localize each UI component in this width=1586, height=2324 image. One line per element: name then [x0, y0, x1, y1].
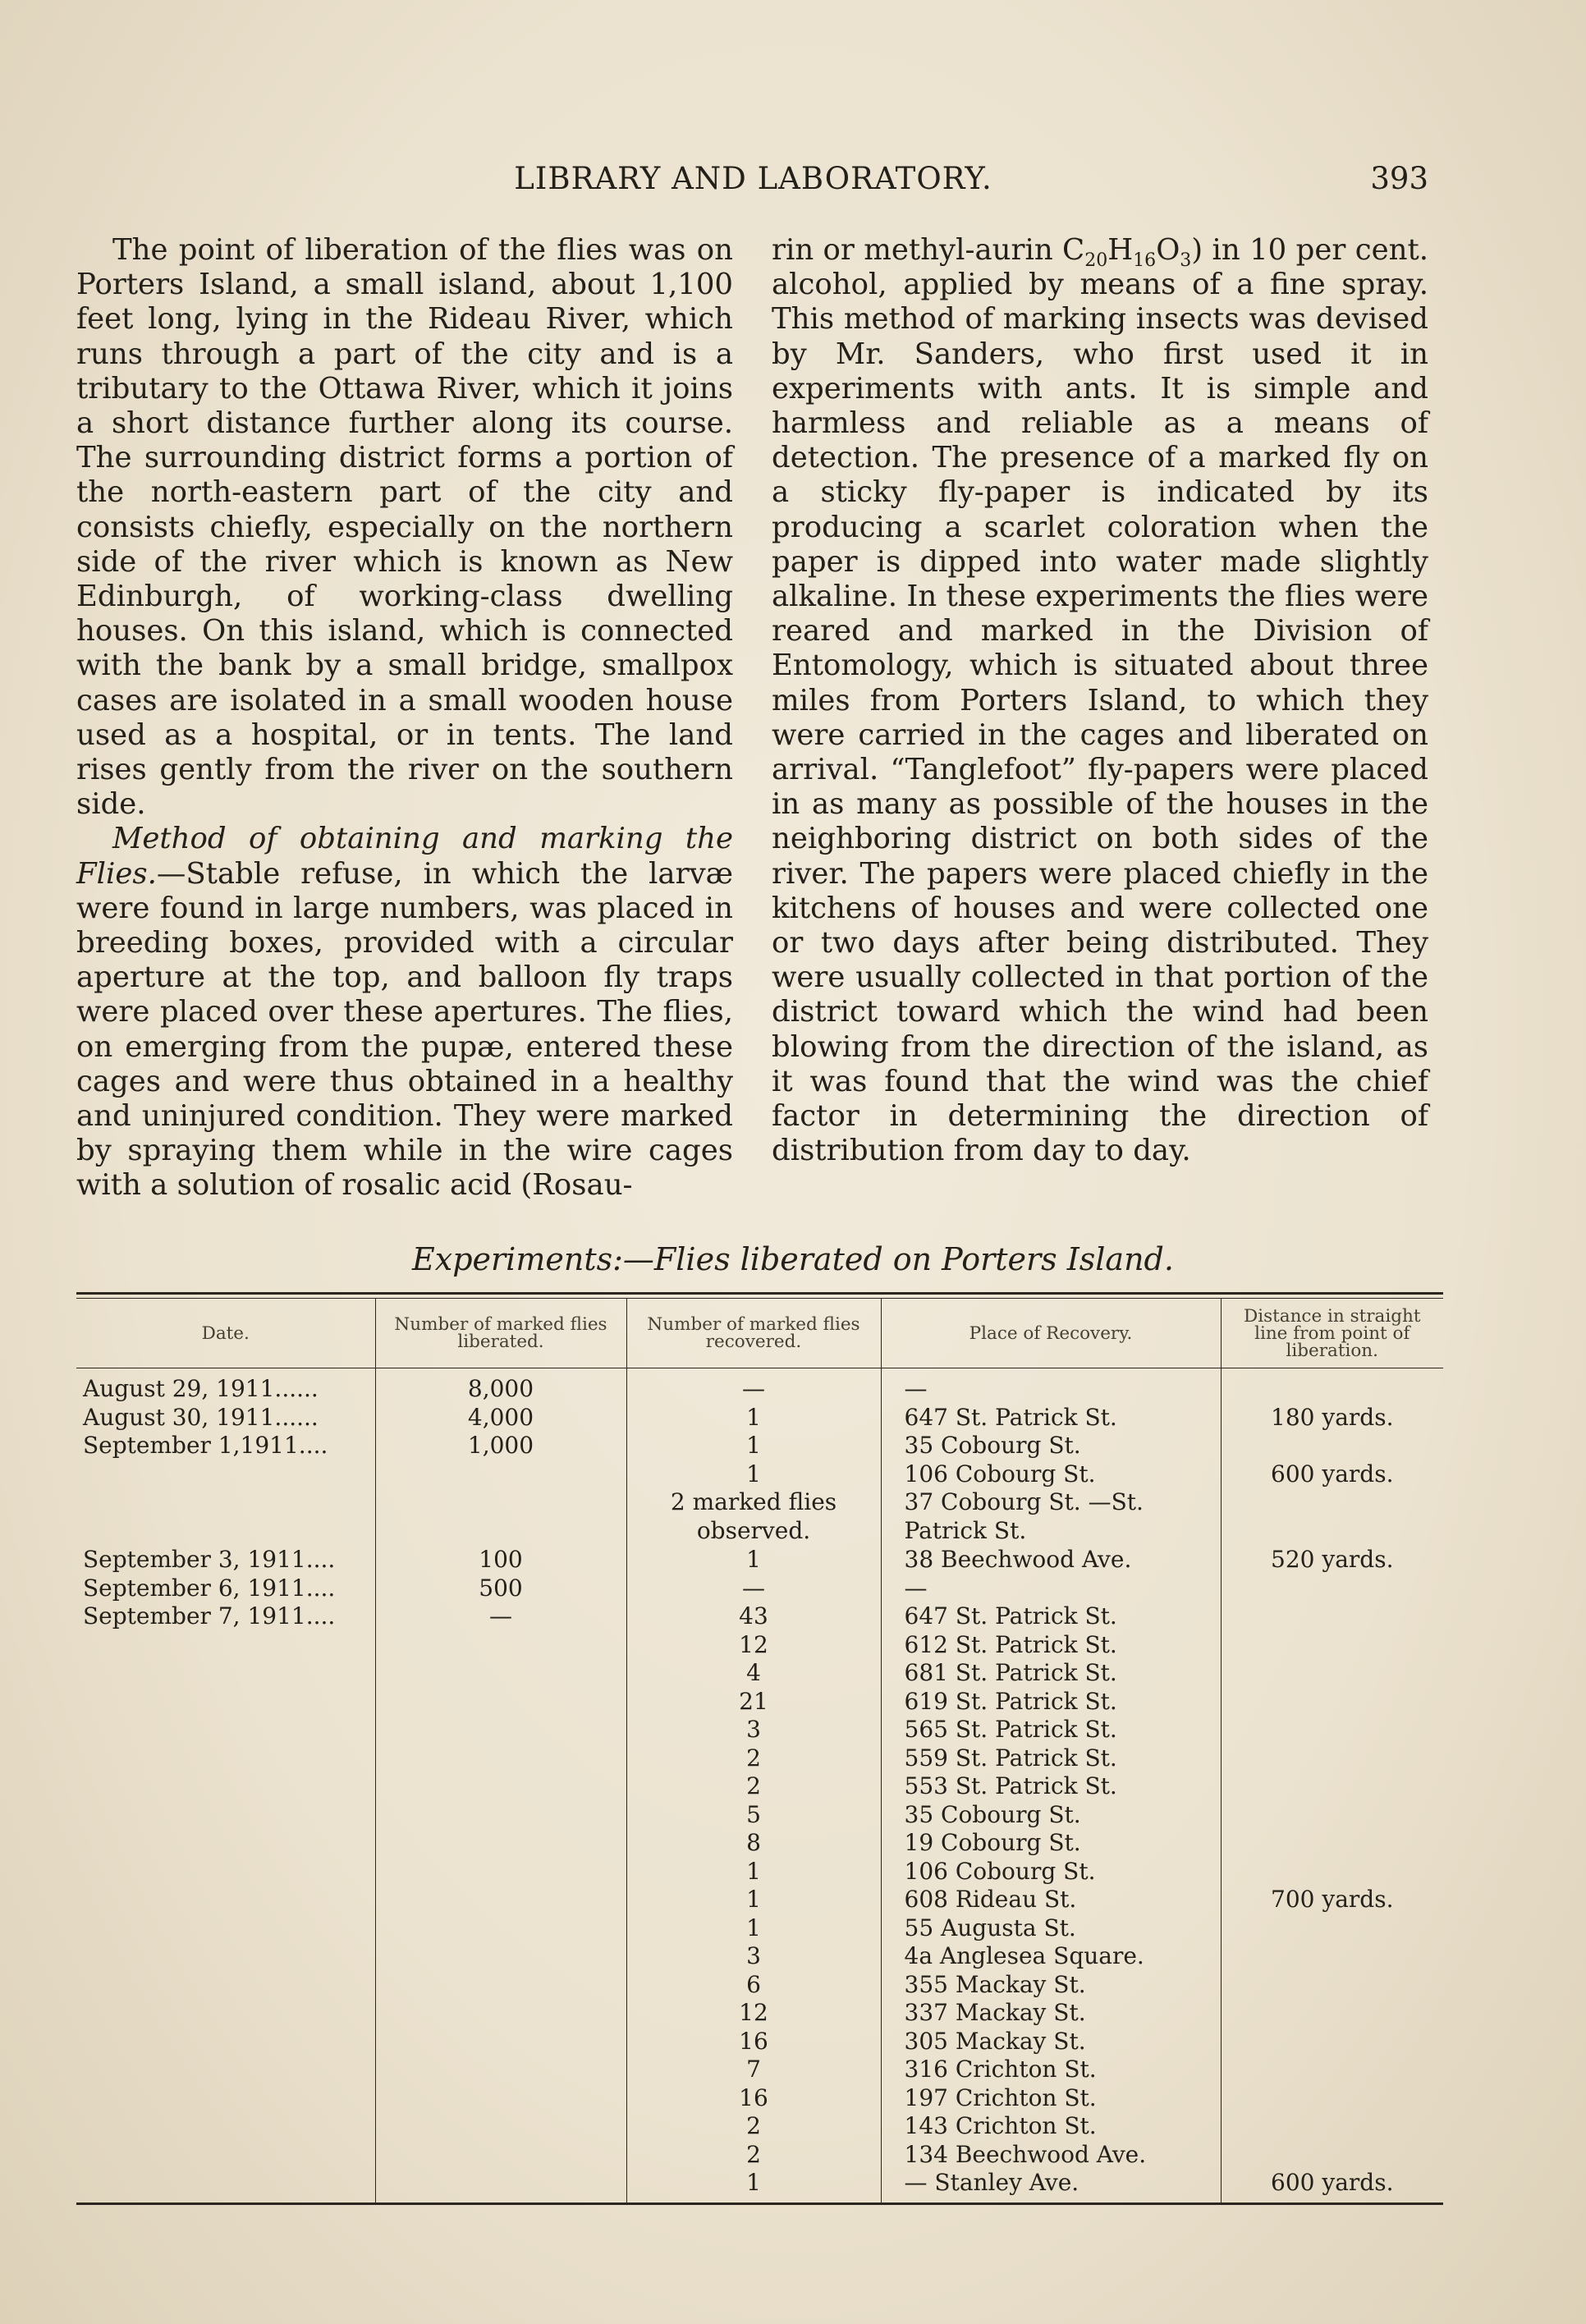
table-row: [76, 1432, 1443, 1460]
table-row: [76, 1914, 1443, 1943]
table-row: [76, 2028, 1443, 2056]
cell-recovered: 2: [626, 1744, 881, 1773]
cell-place: 647 St. Patrick St.: [881, 1602, 1221, 1631]
right-column: [772, 233, 1428, 1168]
section-heading: Method of obtaining and marking the Flies.: [76, 822, 733, 891]
cell-liberated: [375, 2169, 626, 2203]
cell-place: — Stanley Ave.: [881, 2169, 1221, 2203]
cell-distance: [1221, 2028, 1443, 2056]
cell-date: [76, 1631, 375, 1660]
cell-date: [76, 1772, 375, 1801]
cell-recovered: 16: [626, 2084, 881, 2113]
cell-date: [76, 1801, 375, 1830]
table-row: [76, 1368, 1443, 1404]
cell-place: 55 Augusta St.: [881, 1914, 1221, 1943]
cell-place: 35 Cobourg St.: [881, 1432, 1221, 1460]
cell-place: 553 St. Patrick St.: [881, 1772, 1221, 1801]
cell-date: [76, 1999, 375, 2028]
cell-liberated: 500: [375, 1575, 626, 1603]
cell-place: 4a Anglesea Square.: [881, 1942, 1221, 1971]
cell-date: [76, 2141, 375, 2170]
cell-place: 608 Rideau St.: [881, 1886, 1221, 1914]
cell-recovered: 1: [626, 2169, 881, 2203]
cell-date: [76, 1460, 375, 1489]
table-bottom-rule: [76, 2203, 1443, 2205]
cell-date: [76, 2112, 375, 2141]
cell-liberated: [375, 1886, 626, 1914]
cell-place: 106 Cobourg St.: [881, 1460, 1221, 1489]
cell-liberated: [375, 1488, 626, 1546]
page-header: [78, 161, 1428, 202]
table-row: [76, 1829, 1443, 1858]
text-before-formula: rin or methyl-aurin C: [772, 233, 1085, 267]
cell-place: 316 Crichton St.: [881, 2056, 1221, 2084]
cell-recovered: 1: [626, 1460, 881, 1489]
cell-date: [76, 2084, 375, 2113]
cell-liberated: [375, 1688, 626, 1717]
cell-distance: 180 yards.: [1271, 1403, 1394, 1431]
cell-liberated: [375, 2056, 626, 2084]
cell-recovered: 12: [626, 1631, 881, 1660]
experiments-table: [76, 1292, 1443, 2205]
cell-liberated: 1,000: [375, 1432, 626, 1460]
experiments-data-table: [76, 1299, 1443, 2203]
cell-liberated: [375, 1631, 626, 1660]
cell-recovered: 2: [626, 1772, 881, 1801]
cell-recovered: 5: [626, 1801, 881, 1830]
paragraph-method-body: —Stable refuse, in which the larvæ were found in large numbers, was placed in breeding boxes, provided with a circular aperture at the top, and balloon fly traps were placed over these apertures. The flies, on emerging from the pupæ, entered these cages and were thus obtained in a healthy and uninjured condition. They were marked by spraying them while in the wire cages with a solution of rosalic acid (Rosau-: [76, 856, 733, 1203]
cell-date: [76, 1886, 375, 1914]
cell-distance: [1221, 2112, 1443, 2141]
cell-liberated: [375, 1801, 626, 1830]
cell-place: 38 Beechwood Ave.: [881, 1546, 1221, 1575]
formula-subscript: 20: [1084, 250, 1108, 272]
cell-liberated: [375, 1914, 626, 1943]
cell-distance: [1221, 1659, 1443, 1688]
cell-place: —: [881, 1575, 1221, 1603]
column-header-distance: Distance in straight line from point of liberation.: [1221, 1299, 1443, 1368]
table-row: [76, 1460, 1443, 1489]
table-row: [76, 1602, 1443, 1631]
cell-recovered: 1: [626, 1914, 881, 1943]
cell-date: [76, 1829, 375, 1858]
table-row: [76, 1772, 1443, 1801]
cell-recovered: 1: [626, 1858, 881, 1886]
table-row: [76, 1488, 1443, 1546]
column-header-place: Place of Recovery.: [881, 1299, 1221, 1368]
cell-liberated: —: [375, 1602, 626, 1631]
cell-place: 681 St. Patrick St.: [881, 1659, 1221, 1688]
cell-recovered: 3: [626, 1716, 881, 1744]
cell-distance: 600 yards.: [1271, 2169, 1394, 2196]
cell-place: 337 Mackay St.: [881, 1999, 1221, 2028]
cell-distance: [1221, 1716, 1443, 1744]
cell-distance: [1221, 1688, 1443, 1717]
cell-recovered: 8: [626, 1829, 881, 1858]
cell-distance: [1221, 1432, 1443, 1460]
table-row: [76, 1716, 1443, 1744]
cell-date: [76, 2169, 375, 2203]
cell-date: [76, 1858, 375, 1886]
text-after-formula: ) in 10 per cent. alcohol, applied by means of a fine spray. This method of marking insects was devised by Mr. Sanders, who first used it in experiments with ants. It is simple and harmless and reliable as a means of detection. The presence of a marked fly on a sticky fly-paper is indicated by its producing a scarlet coloration when the paper is dipped into water made slightly alkaline. In these experiments the flies were reared and marked in the Division of Entomology, which is situated about three miles from Porters Island, to which they were carried in the cages and liberated on arrival. “Tanglefoot” fly-papers were placed in as many as possible of the houses in the neighboring district on both sides of the river. The papers were placed chiefly in the kitchens of houses and were collected one or two days after being distributed. They were usually collected in that portion of the district toward which the wind had been blowing from the direction of the island, as it was found that the wind was the chief factor in determining the direction of distribution from day to day.: [772, 233, 1429, 1168]
cell-recovered: 7: [626, 2056, 881, 2084]
cell-liberated: [375, 1942, 626, 1971]
cell-recovered: 1: [626, 1432, 881, 1460]
cell-distance: [1221, 1602, 1443, 1631]
cell-place: 355 Mackay St.: [881, 1971, 1221, 2000]
cell-distance: [1221, 2141, 1443, 2170]
cell-liberated: [375, 2112, 626, 2141]
cell-recovered: 1: [626, 1546, 881, 1575]
table-top-rule: [76, 1292, 1443, 1295]
table-row: [76, 1801, 1443, 1830]
cell-place: 106 Cobourg St.: [881, 1858, 1221, 1886]
cell-liberated: [375, 1999, 626, 2028]
cell-liberated: [375, 2084, 626, 2113]
table-row: [76, 2056, 1443, 2084]
table-header-row: [76, 1299, 1443, 1368]
cell-distance: [1221, 1858, 1443, 1886]
cell-date: September 6, 1911....: [76, 1575, 375, 1603]
cell-distance: [1221, 1631, 1443, 1660]
table-row: [76, 2112, 1443, 2141]
cell-date: [76, 1744, 375, 1773]
paragraph-method: [76, 822, 733, 1203]
cell-place: 619 St. Patrick St.: [881, 1688, 1221, 1717]
table-row: [76, 1971, 1443, 2000]
page-number: 393: [1370, 161, 1428, 196]
paragraph-liberation-point: The point of liberation of the flies was on Porters Island, a small island, about 1,100 feet long, lying in the Rideau River, which runs through a part of the city and is a tributary to the Ottawa River, which it joins a short distance further along its course. The surrounding district forms a portion of the north-eastern part of the city and consists chiefly, especially on the northern side of the river which is known as New Edinburgh, of working-class dwelling houses. On this island, which is connected with the bank by a small bridge, smallpox cases are isolated in a small wooden house used as a hospital, or in tents. The land rises gently from the river on the southern side.: [76, 233, 733, 822]
cell-liberated: [375, 1772, 626, 1801]
cell-liberated: [375, 1971, 626, 2000]
formula-element: O: [1156, 233, 1180, 267]
cell-place: 647 St. Patrick St.: [881, 1404, 1221, 1432]
cell-distance: [1221, 1368, 1443, 1404]
cell-liberated: [375, 1858, 626, 1886]
cell-recovered: 2 marked flies observed.: [626, 1488, 881, 1546]
table-row: [76, 1858, 1443, 1886]
cell-recovered: 6: [626, 1971, 881, 2000]
cell-date: September 7, 1911....: [76, 1602, 375, 1631]
cell-date: [76, 1971, 375, 2000]
cell-recovered: 16: [626, 2028, 881, 2056]
cell-date: [76, 1942, 375, 1971]
cell-liberated: [375, 2028, 626, 2056]
cell-recovered: —: [626, 1368, 881, 1404]
cell-liberated: 8,000: [375, 1368, 626, 1404]
cell-date: August 29, 1911......: [76, 1368, 375, 1404]
formula-element: H: [1107, 233, 1134, 267]
cell-date: [76, 1716, 375, 1744]
formula-subscript: 3: [1180, 250, 1192, 272]
cell-distance: 600 yards.: [1271, 1460, 1394, 1487]
column-header-liberated: Number of marked flies liberated.: [375, 1299, 626, 1368]
column-header-date: Date.: [76, 1299, 375, 1368]
cell-place: 197 Crichton St.: [881, 2084, 1221, 2113]
table-row: [76, 1404, 1443, 1432]
cell-liberated: 4,000: [375, 1404, 626, 1432]
cell-distance: [1221, 1488, 1443, 1546]
cell-recovered: 2: [626, 2112, 881, 2141]
cell-distance: [1221, 1744, 1443, 1773]
cell-liberated: 100: [375, 1546, 626, 1575]
cell-place: —: [881, 1368, 1221, 1404]
cell-distance: [1221, 1575, 1443, 1603]
formula-subscript: 16: [1133, 250, 1157, 272]
paragraph-marking: [772, 233, 1428, 1168]
cell-place: 37 Cobourg St. —St. Patrick St.: [881, 1488, 1221, 1546]
cell-distance: [1221, 1942, 1443, 1971]
table-caption: Experiments:—Flies liberated on Porters Island.: [412, 1241, 1174, 1277]
cell-recovered: —: [626, 1575, 881, 1603]
cell-distance: [1221, 1999, 1443, 2028]
table-row: [76, 2084, 1443, 2113]
cell-recovered: 1: [626, 1886, 881, 1914]
cell-distance: [1221, 1772, 1443, 1801]
cell-recovered: 4: [626, 1659, 881, 1688]
cell-place: 559 St. Patrick St.: [881, 1744, 1221, 1773]
cell-date: September 1,1911....: [76, 1432, 375, 1460]
cell-distance: [1221, 1829, 1443, 1858]
table-row: [76, 1688, 1443, 1717]
table-row: [76, 1546, 1443, 1575]
cell-place: 565 St. Patrick St.: [881, 1716, 1221, 1744]
cell-distance: 520 yards.: [1271, 1546, 1394, 1573]
cell-place: 305 Mackay St.: [881, 2028, 1221, 2056]
cell-recovered: 21: [626, 1688, 881, 1717]
cell-liberated: [375, 1744, 626, 1773]
table-row: [76, 2169, 1443, 2203]
table-row: [76, 1631, 1443, 1660]
cell-liberated: [375, 1460, 626, 1489]
table-row: [76, 1659, 1443, 1688]
cell-date: [76, 2056, 375, 2084]
cell-liberated: [375, 1716, 626, 1744]
cell-date: [76, 1688, 375, 1717]
table-row: [76, 1886, 1443, 1914]
cell-date: [76, 1659, 375, 1688]
cell-recovered: 43: [626, 1602, 881, 1631]
column-header-recovered: Number of marked flies recovered.: [626, 1299, 881, 1368]
cell-date: September 3, 1911....: [76, 1546, 375, 1575]
table-row: [76, 1942, 1443, 1971]
cell-distance: 700 yards.: [1271, 1886, 1394, 1913]
cell-liberated: [375, 1829, 626, 1858]
table-row: [76, 1575, 1443, 1603]
cell-recovered: 1: [626, 1404, 881, 1432]
cell-place: 143 Crichton St.: [881, 2112, 1221, 2141]
cell-distance: [1221, 1914, 1443, 1943]
table-row: [76, 2141, 1443, 2170]
cell-recovered: 12: [626, 1999, 881, 2028]
cell-liberated: [375, 1659, 626, 1688]
cell-date: [76, 2028, 375, 2056]
cell-place: 35 Cobourg St.: [881, 1801, 1221, 1830]
table-row: [76, 1744, 1443, 1773]
cell-place: 134 Beechwood Ave.: [881, 2141, 1221, 2170]
running-head: LIBRARY AND LABORATORY.: [514, 161, 992, 196]
table-row: [76, 1999, 1443, 2028]
cell-distance: [1221, 2056, 1443, 2084]
cell-date: [76, 1488, 375, 1546]
left-column: [76, 233, 733, 1203]
cell-date: August 30, 1911......: [76, 1404, 375, 1432]
cell-recovered: 3: [626, 1942, 881, 1971]
cell-place: 19 Cobourg St.: [881, 1829, 1221, 1858]
cell-recovered: 2: [626, 2141, 881, 2170]
cell-place: 612 St. Patrick St.: [881, 1631, 1221, 1660]
cell-distance: [1221, 2084, 1443, 2113]
cell-distance: [1221, 1801, 1443, 1830]
cell-date: [76, 1914, 375, 1943]
cell-liberated: [375, 2141, 626, 2170]
cell-distance: [1221, 1971, 1443, 2000]
